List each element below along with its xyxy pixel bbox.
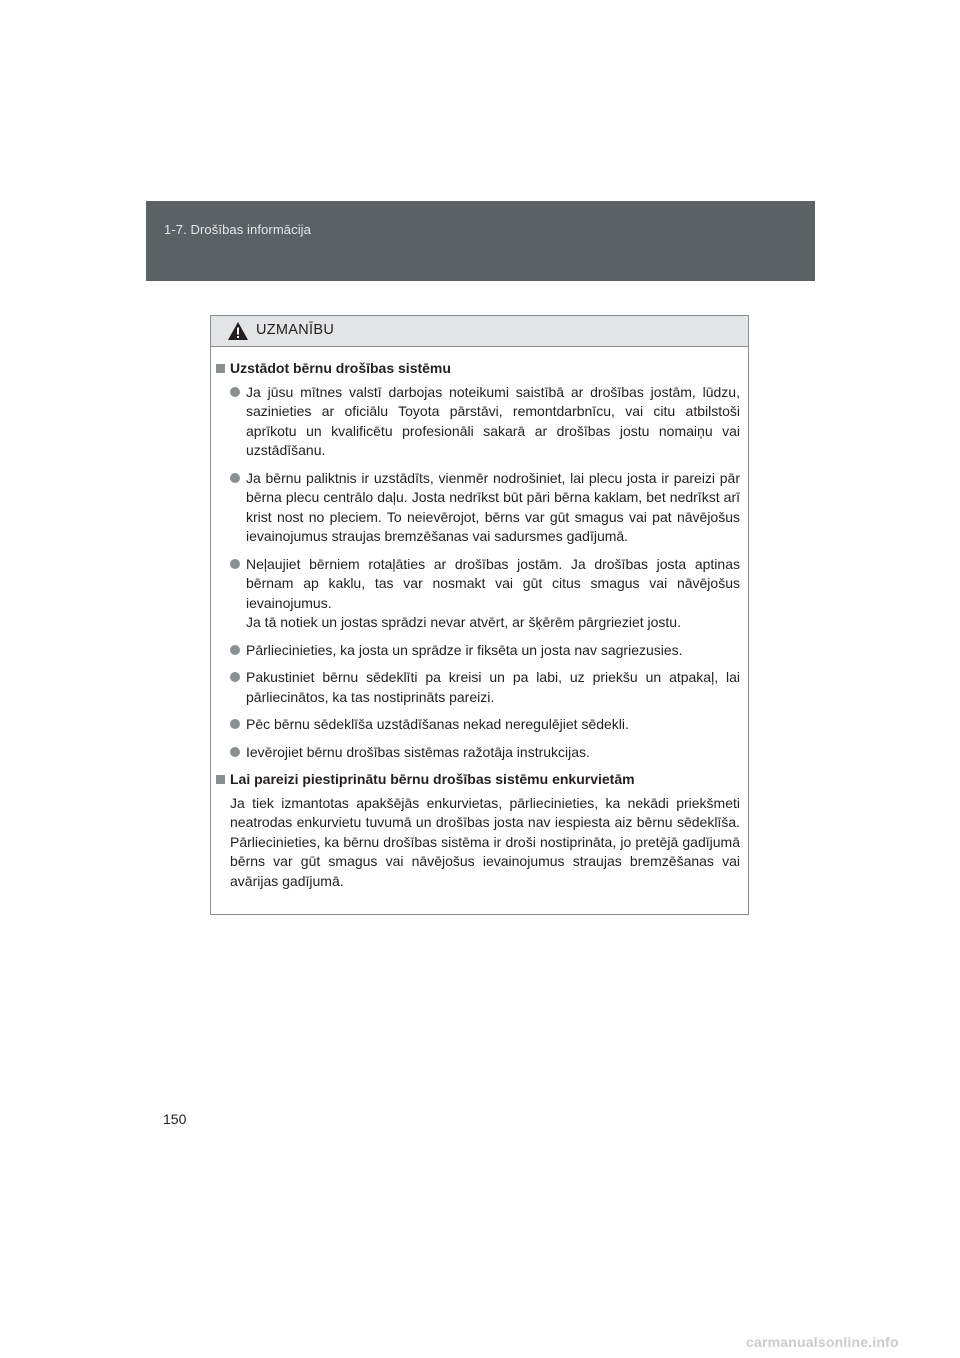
list-item: [230, 641, 740, 661]
caution-body: [211, 347, 748, 891]
list-item: [230, 555, 740, 633]
square-bullet-icon: [216, 364, 225, 373]
section-anchor-attachment: [216, 770, 740, 891]
section-paragraph: Ja tiek izmantotas apakšējās enkurvietas, pārliecinieties, ka nekādi priekšmeti neatrodas enkurvietu tuvumā un drošības josta nav iespiesta aiz bērnu sēdeklīša. Pārliecinieties, ka bērnu drošības sistēma ir droši nostiprināta, jo pretējā gadījumā bērns var gūt smagus vai nāvējošus ievainojumus straujas bremzēšanas vai avārijas gadījumā.: [230, 794, 740, 889]
round-bullet-icon: [230, 719, 240, 729]
section-heading-text: Lai pareizi piestiprinātu bērnu drošības sistēmu enkurvietām: [230, 771, 635, 787]
list-item-text: Neļaujiet bērniem rotaļāties ar drošības jostām. Ja drošības josta aptinas bērnam ap kaklu, tas var nosmakt vai gūt citus smagus vai nāvējošus ievainojumus.: [246, 555, 740, 611]
round-bullet-icon: [230, 645, 240, 655]
warning-triangle-icon: [227, 321, 249, 341]
list-item-text: Ievērojiet bērnu drošības sistēmas ražotāja instrukcijas.: [246, 743, 590, 760]
list-item: [230, 668, 740, 707]
caution-box: [210, 315, 749, 915]
list-item: [230, 743, 740, 763]
list-item-text: Pārliecinieties, ka josta un sprādze ir fiksēta un josta nav sagriezusies.: [246, 641, 683, 658]
list-item-extra-text: Ja tā notiek un jostas sprādzi nevar atvērt, ar šķērēm pārgrieziet jostu.: [246, 614, 681, 630]
list-item-text: Pēc bērnu sēdeklīša uzstādīšanas nekad neregulējiet sēdekli.: [246, 716, 629, 732]
page-number: 150: [163, 1111, 187, 1127]
section-heading-text: Uzstādot bērnu drošības sistēmu: [230, 360, 451, 376]
section-header-band: [146, 201, 815, 281]
round-bullet-icon: [230, 672, 240, 682]
section-installing-child-restraint: [216, 359, 740, 762]
section-heading: [216, 359, 740, 379]
round-bullet-icon: [230, 747, 240, 757]
caution-title: UZMANĪBU: [256, 322, 335, 338]
round-bullet-icon: [230, 387, 240, 397]
caution-header: [211, 316, 748, 347]
list-item: [230, 715, 740, 735]
section-label: 1-7. Drošības informācija: [164, 222, 311, 237]
round-bullet-icon: [230, 559, 240, 569]
section-heading: [216, 770, 740, 790]
list-item: [230, 383, 740, 461]
list-item-text: Ja bērnu paliktnis ir uzstādīts, vienmēr nodrošiniet, lai plecu josta ir pareizi pār bērna plecu centrālo daļu. Josta nedrīkst būt pāri bērna kaklam, bet nedrīkst arī krist nost no pleciem. To neievērojot, bērns var gūt smagus vai pat nāvējošus ievainojumus straujas bremzēšanas vai sadursmes gadījumā.: [246, 469, 740, 544]
watermark: carmanualsonline.info: [746, 1334, 899, 1350]
list-item-text: Pakustiniet bērnu sēdeklīti pa kreisi un pa labi, uz priekšu un atpakaļ, lai pārliecinātos, ka tas nostiprināts pareizi.: [246, 669, 740, 705]
list-item-text: Ja jūsu mītnes valstī darbojas noteikumi saistībā ar drošības jostām, lūdzu, sazinieties ar oficiālu Toyota pārstāvi, remontdarbnīcu, vai citu atbilstoši aprīkotu un kvalificētu profesionāli sakarā ar drošības jostu nomaiņu vai uzstādīšanu.: [246, 383, 740, 458]
square-bullet-icon: [216, 775, 225, 784]
list-item: [230, 469, 740, 547]
round-bullet-icon: [230, 473, 240, 483]
